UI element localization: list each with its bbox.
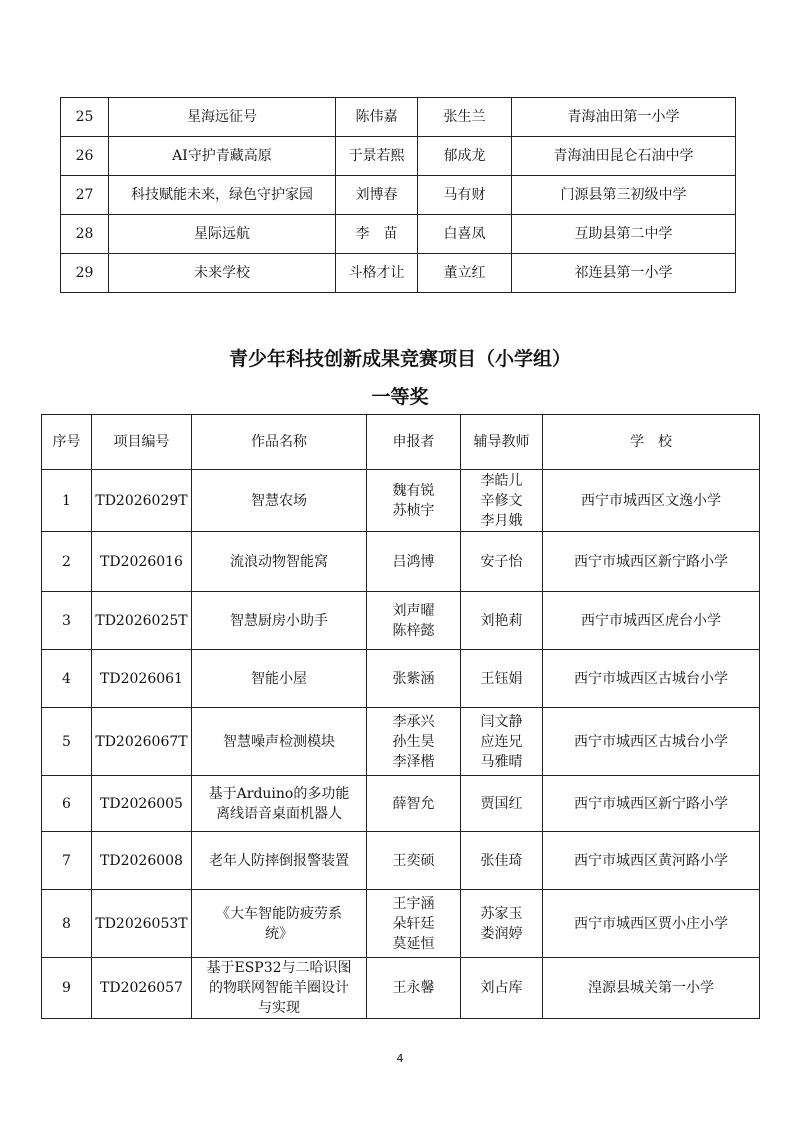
cell-school: 西宁市城西区贾小庄小学 [543,890,760,958]
cell-reporter: 李 苗 [336,215,418,254]
cell-reporter: 于景若熙 [336,137,418,176]
table-row [42,708,760,776]
cell-reporter: 张紫涵 [367,650,461,708]
continued-awards-table [60,97,736,293]
table-row [42,890,760,958]
first-prize-table-body [42,470,760,1019]
cell-project-code: TD2026016 [92,532,192,592]
header-teacher: 辅导教师 [461,415,543,470]
cell-school: 西宁市城西区古城台小学 [543,708,760,776]
cell-work-name: AI守护青藏高原 [109,137,336,176]
cell-school: 西宁市城西区新宁路小学 [543,776,760,832]
cell-school: 青海油田第一小学 [512,98,736,137]
cell-work-name: 智慧厨房小助手 [192,592,367,650]
table-row [42,650,760,708]
table-header-row [42,415,760,470]
table-row [42,776,760,832]
cell-project-code: TD2026053T [92,890,192,958]
cell-serial-number: 4 [42,650,92,708]
cell-serial-number: 26 [61,137,109,176]
page-number: 4 [396,1052,404,1065]
cell-teacher: 贾国红 [461,776,543,832]
header-project-code: 项目编号 [92,415,192,470]
cell-reporter: 王永馨 [367,958,461,1019]
cell-teacher: 王钰娟 [461,650,543,708]
award-level-title: 一等奖 [371,386,429,408]
cell-teacher: 李皓儿 辛修文 李月娥 [461,470,543,532]
cell-serial-number: 1 [42,470,92,532]
cell-project-code: TD2026067T [92,708,192,776]
cell-serial-number: 27 [61,176,109,215]
cell-reporter: 斗格才让 [336,254,418,293]
cell-serial-number: 29 [61,254,109,293]
cell-project-code: TD2026057 [92,958,192,1019]
cell-teacher: 郁成龙 [418,137,512,176]
cell-school: 西宁市城西区虎台小学 [543,592,760,650]
cell-school: 湟源县城关第一小学 [543,958,760,1019]
cell-serial-number: 5 [42,708,92,776]
cell-reporter: 魏有锐 苏桢宇 [367,470,461,532]
cell-project-code: TD2026061 [92,650,192,708]
cell-school: 门源县第三初级中学 [512,176,736,215]
header-serial-number: 序号 [42,415,92,470]
cell-teacher: 闫文静 应连兄 马雅晴 [461,708,543,776]
cell-project-code: TD2026025T [92,592,192,650]
table-row [61,215,736,254]
table-row [61,137,736,176]
cell-serial-number: 28 [61,215,109,254]
continued-table-body [61,98,736,293]
cell-work-name: 老年人防摔倒报警装置 [192,832,367,890]
cell-work-name: 智能小屋 [192,650,367,708]
cell-work-name: 星海远征号 [109,98,336,137]
cell-teacher: 苏家玉 娄润婷 [461,890,543,958]
table-row [42,470,760,532]
cell-serial-number: 7 [42,832,92,890]
cell-work-name: 智慧农场 [192,470,367,532]
section-title: 青少年科技创新成果竞赛项目（小学组） [228,348,571,370]
cell-serial-number: 25 [61,98,109,137]
cell-reporter: 李承兴 孙生昊 李泽楷 [367,708,461,776]
cell-work-name: 基于Arduino的多功能 离线语音桌面机器人 [192,776,367,832]
cell-school: 西宁市城西区黄河路小学 [543,832,760,890]
cell-school: 西宁市城西区新宁路小学 [543,532,760,592]
header-school: 学 校 [543,415,760,470]
cell-work-name: 流浪动物智能窝 [192,532,367,592]
table-row [61,98,736,137]
cell-project-code: TD2026029T [92,470,192,532]
cell-work-name: 科技赋能未来，绿色守护家园 [109,176,336,215]
header-reporter: 申报者 [367,415,461,470]
cell-work-name: 智慧噪声检测模块 [192,708,367,776]
cell-teacher: 董立红 [418,254,512,293]
cell-serial-number: 9 [42,958,92,1019]
cell-reporter: 王宇涵 朵轩廷 莫延恒 [367,890,461,958]
header-work-name: 作品名称 [192,415,367,470]
table-row [61,176,736,215]
cell-work-name: 《大车智能防疲劳系 统》 [192,890,367,958]
cell-teacher: 张佳琦 [461,832,543,890]
cell-work-name: 未来学校 [109,254,336,293]
cell-work-name: 星际远航 [109,215,336,254]
cell-teacher: 张生兰 [418,98,512,137]
cell-school: 青海油田昆仑石油中学 [512,137,736,176]
table-row [42,532,760,592]
cell-serial-number: 2 [42,532,92,592]
table-row [61,254,736,293]
cell-teacher: 刘占库 [461,958,543,1019]
cell-project-code: TD2026008 [92,832,192,890]
table-row [42,832,760,890]
cell-reporter: 王奕硕 [367,832,461,890]
cell-serial-number: 6 [42,776,92,832]
table-row [42,958,760,1019]
table-row [42,592,760,650]
cell-teacher: 安子怡 [461,532,543,592]
cell-school: 互助县第二中学 [512,215,736,254]
first-prize-table [41,414,760,1019]
cell-reporter: 陈伟嘉 [336,98,418,137]
cell-school: 西宁市城西区文逸小学 [543,470,760,532]
cell-serial-number: 3 [42,592,92,650]
cell-reporter: 薛智允 [367,776,461,832]
cell-teacher: 马有财 [418,176,512,215]
cell-reporter: 吕鸿博 [367,532,461,592]
cell-work-name: 基于ESP32与二哈识图 的物联网智能羊圈设计 与实现 [192,958,367,1019]
cell-school: 西宁市城西区古城台小学 [543,650,760,708]
cell-reporter: 刘声曜 陈梓懿 [367,592,461,650]
cell-school: 祁连县第一小学 [512,254,736,293]
cell-serial-number: 8 [42,890,92,958]
cell-teacher: 刘艳莉 [461,592,543,650]
cell-project-code: TD2026005 [92,776,192,832]
cell-reporter: 刘博春 [336,176,418,215]
cell-teacher: 白喜凤 [418,215,512,254]
